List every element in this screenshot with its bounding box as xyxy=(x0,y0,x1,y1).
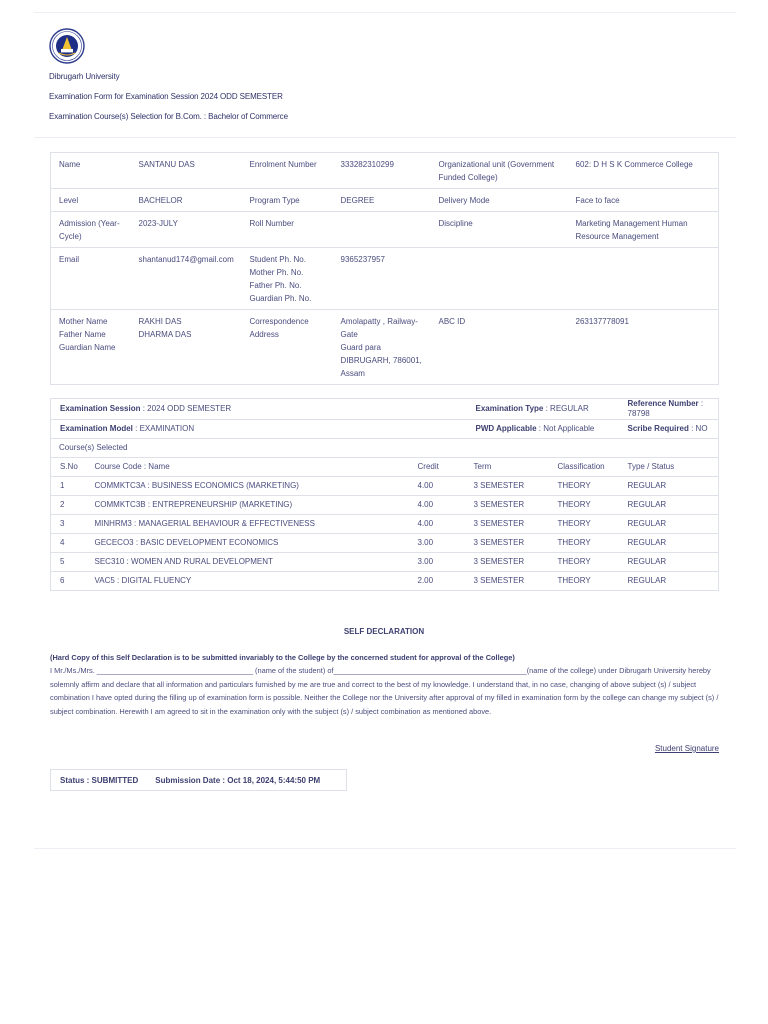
courses-selected-row xyxy=(51,439,719,458)
student-name: SANTANU DAS xyxy=(138,160,195,169)
exam-type xyxy=(465,399,619,420)
label-cell: Roll Number xyxy=(242,212,333,248)
course-classification: THEORY xyxy=(549,515,619,534)
reference-number xyxy=(619,399,719,420)
address-line: Guard para xyxy=(340,343,381,352)
course-name: COMMKTC3A : BUSINESS ECONOMICS (MARKETING) xyxy=(86,477,409,496)
exam-meta-row xyxy=(51,420,719,439)
course-credit: 4.00 xyxy=(409,477,465,496)
label-cell: Enrolment Number xyxy=(249,160,317,169)
submission-date: Submission Date : Oct 18, 2024, 5:44:50 PM xyxy=(155,775,321,785)
label-cell: Discipline xyxy=(431,212,568,248)
address-line: Gate xyxy=(340,330,358,339)
column-header: S.No xyxy=(51,458,86,477)
course-sno: 3 xyxy=(51,515,86,534)
column-header: Course Code : Name xyxy=(86,458,409,477)
email-value: shantanud174@gmail.com xyxy=(131,248,242,310)
column-header: Term xyxy=(465,458,549,477)
course-name: MINHRM3 : MANAGERIAL BEHAVIOUR & EFFECTIVENESS xyxy=(86,515,409,534)
course-term: 3 SEMESTER xyxy=(465,496,549,515)
course-term: 3 SEMESTER xyxy=(465,553,549,572)
course-status: REGULAR xyxy=(619,534,719,553)
mother-name: RAKHI DAS xyxy=(138,317,182,326)
course-sno: 6 xyxy=(51,572,86,591)
scribe-required-value: : NO xyxy=(691,424,708,433)
exam-model-label: Examination Model xyxy=(60,424,133,433)
course-status: REGULAR xyxy=(619,572,719,591)
level-value: BACHELOR xyxy=(131,189,242,212)
course-status: REGULAR xyxy=(619,496,719,515)
empty-cell xyxy=(431,248,568,310)
phone-labels xyxy=(242,248,333,310)
course-credit: 4.00 xyxy=(409,496,465,515)
student-row xyxy=(51,153,719,189)
pwd-applicable xyxy=(465,420,619,439)
exam-type-value: : REGULAR xyxy=(545,404,589,413)
status-text: Status : SUBMITTED xyxy=(60,775,139,785)
header-divider xyxy=(34,137,736,138)
scribe-required xyxy=(619,420,719,439)
exam-type-label: Examination Type xyxy=(475,404,544,413)
course-header-row xyxy=(51,458,719,477)
course-classification: THEORY xyxy=(549,534,619,553)
course-credit: 2.00 xyxy=(409,572,465,591)
declaration-body: I Mr./Ms./Mrs. ______________________________________ (name of the student) of_______________________________________________(name of the college) under Dibrugarh University hereby solemnly affirm and declare that all information and particulars furnished by me are true and correct to the best of my knowledge. I understand that, in no case, changing of above subject (s) / subject combination I have opted during the filling up of examination form is possible. Neither the College nor the University after approval of my filled in examination form by the college can change my subject (s) / subject combination. Herewith I am agreed to sit in the examination only with the subject (s) / subject combination as mentioned above. xyxy=(50,666,719,716)
course-sno: 4 xyxy=(51,534,86,553)
organizational-unit: 602: D H S K Commerce College xyxy=(575,160,693,169)
reference-number-label: Reference Number xyxy=(627,399,699,408)
parent-values xyxy=(131,310,242,385)
parent-label: Guardian Name xyxy=(59,343,116,352)
column-header: Type / Status xyxy=(619,458,719,477)
column-header: Classification xyxy=(549,458,619,477)
label-cell: Correspondence Address xyxy=(242,310,333,385)
course-selection-title: Examination Course(s) Selection for B.Com. : Bachelor of Commerce xyxy=(49,112,288,121)
phone-label: Father Ph. No. xyxy=(249,281,302,290)
label-cell: Organizational unit (Government Funded College) xyxy=(438,160,555,182)
course-classification: THEORY xyxy=(549,572,619,591)
address-line: DIBRUGARH, 786001, xyxy=(340,356,422,365)
course-name: GECECO3 : BASIC DEVELOPMENT ECONOMICS xyxy=(86,534,409,553)
student-row xyxy=(51,310,719,385)
discipline-value: Marketing Management Human Resource Management xyxy=(568,212,719,248)
form-title: Examination Form for Examination Session 2024 ODD SEMESTER xyxy=(49,92,283,101)
address-line: Amolapatty , Railway- xyxy=(340,317,418,326)
footer-divider xyxy=(34,848,736,849)
top-divider xyxy=(34,12,736,13)
student-row xyxy=(51,189,719,212)
course-row xyxy=(51,496,719,515)
program-type-value: DEGREE xyxy=(333,189,431,212)
examination-table xyxy=(50,398,719,591)
declaration-title: SELF DECLARATION xyxy=(343,627,425,636)
phone-label: Student Ph. No. xyxy=(249,255,306,264)
student-details-table xyxy=(50,152,719,385)
exam-model-value: : EXAMINATION xyxy=(135,424,195,433)
label-cell: Admission (Year-Cycle) xyxy=(51,212,131,248)
label-cell: Program Type xyxy=(242,189,333,212)
submission-status-box xyxy=(50,769,347,791)
address-line: Assam xyxy=(340,369,365,378)
course-status: REGULAR xyxy=(619,477,719,496)
delivery-mode-value: Face to face xyxy=(568,189,719,212)
course-term: 3 SEMESTER xyxy=(465,572,549,591)
courses-selected-heading: Course(s) Selected xyxy=(51,439,719,458)
course-row xyxy=(51,553,719,572)
exam-session-label: Examination Session xyxy=(60,404,141,413)
exam-model xyxy=(51,420,465,439)
label-cell: Name xyxy=(59,160,81,169)
exam-session-value: : 2024 ODD SEMESTER xyxy=(142,404,232,413)
course-name: SEC310 : WOMEN AND RURAL DEVELOPMENT xyxy=(86,553,409,572)
scribe-required-label: Scribe Required xyxy=(627,424,689,433)
declaration-subtitle: (Hard Copy of this Self Declaration is to be submitted invariably to the College by the concerned student for approval of the College) xyxy=(50,653,515,662)
exam-session xyxy=(51,399,465,420)
student-signature: Student Signature xyxy=(654,744,719,753)
label-cell: ABC ID xyxy=(431,310,568,385)
abc-id-value: 263137778091 xyxy=(568,310,719,385)
label-cell: Level xyxy=(51,189,131,212)
phone-label: Mother Ph. No. xyxy=(249,268,304,277)
course-term: 3 SEMESTER xyxy=(465,477,549,496)
parent-label: Mother Name xyxy=(59,317,108,326)
course-name: COMMKTC3B : ENTREPRENEURSHIP (MARKETING) xyxy=(86,496,409,515)
roll-number-value xyxy=(333,212,431,248)
course-credit: 3.00 xyxy=(409,534,465,553)
admission-value: 2023-JULY xyxy=(131,212,242,248)
label-cell: Delivery Mode xyxy=(431,189,568,212)
parent-labels xyxy=(51,310,131,385)
course-sno: 1 xyxy=(51,477,86,496)
parent-label: Father Name xyxy=(59,330,106,339)
university-logo xyxy=(49,28,85,64)
course-row xyxy=(51,477,719,496)
course-classification: THEORY xyxy=(549,477,619,496)
phone-label: Guardian Ph. No. xyxy=(249,294,312,303)
student-row xyxy=(51,248,719,310)
course-name: VAC5 : DIGITAL FLUENCY xyxy=(86,572,409,591)
course-status: REGULAR xyxy=(619,515,719,534)
course-credit: 3.00 xyxy=(409,553,465,572)
column-header: Credit xyxy=(409,458,465,477)
course-term: 3 SEMESTER xyxy=(465,534,549,553)
enrolment-number: 333282310299 xyxy=(340,160,394,169)
label-cell: Email xyxy=(51,248,131,310)
father-name: DHARMA DAS xyxy=(138,330,192,339)
course-row xyxy=(51,572,719,591)
phone-value: 9365237957 xyxy=(333,248,431,310)
pwd-applicable-label: PWD Applicable xyxy=(475,424,537,433)
course-classification: THEORY xyxy=(549,496,619,515)
course-row xyxy=(51,515,719,534)
course-status: REGULAR xyxy=(619,553,719,572)
empty-cell xyxy=(568,248,719,310)
exam-meta-row xyxy=(51,399,719,420)
reference-number-value: : 78798 xyxy=(627,399,704,418)
course-classification: THEORY xyxy=(549,553,619,572)
course-credit: 4.00 xyxy=(409,515,465,534)
course-row xyxy=(51,534,719,553)
address-value xyxy=(333,310,431,385)
course-term: 3 SEMESTER xyxy=(465,515,549,534)
course-sno: 5 xyxy=(51,553,86,572)
course-sno: 2 xyxy=(51,496,86,515)
university-name: Dibrugarh University xyxy=(49,72,120,81)
student-row xyxy=(51,212,719,248)
pwd-applicable-value: : Not Applicable xyxy=(538,424,595,433)
